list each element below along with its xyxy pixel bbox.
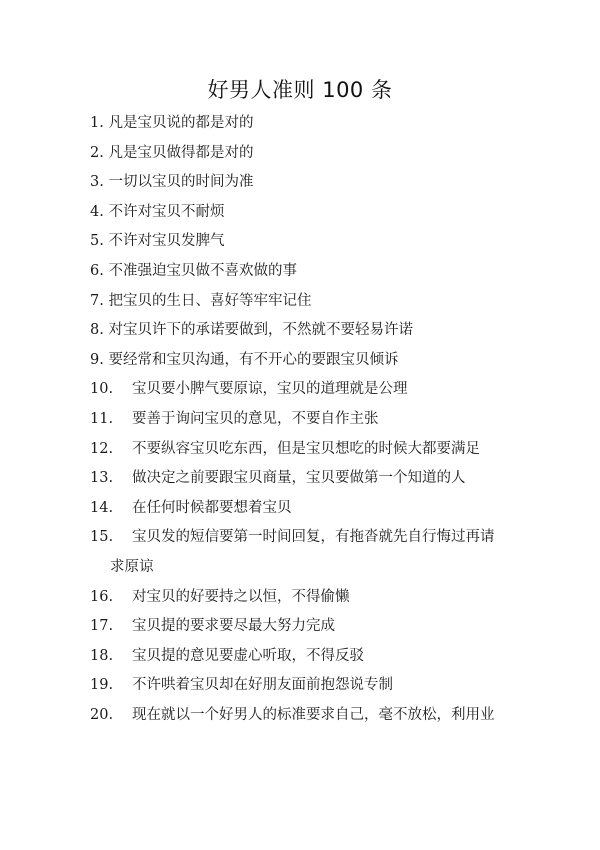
item-text: 不要纵容宝贝吃东西，但是宝贝想吃的时候大都要满足 (132, 440, 480, 457)
item-number: 7. (90, 292, 104, 309)
list-item (90, 405, 530, 435)
rules-list (90, 109, 530, 730)
document-title: 好男人准则 100 条 (207, 78, 393, 102)
item-text: 要善于询问宝贝的意见，不要自作主张 (132, 410, 379, 427)
list-item (90, 198, 530, 228)
item-number: 11. (90, 410, 114, 427)
item-text: 宝贝提的意见要虚心听取，不得反驳 (132, 647, 364, 664)
item-text: 凡是宝贝做得都是对的 (108, 144, 254, 161)
item-text: 不准强迫宝贝做不喜欢做的事 (108, 262, 297, 279)
list-item (90, 346, 530, 376)
list-item (90, 257, 530, 287)
item-text: 宝贝发的短信要第一时间回复，有拖沓就先自行悔过再请 (132, 529, 495, 546)
item-number: 20. (90, 706, 114, 723)
item-text: 宝贝提的要求要尽最大努力完成 (132, 618, 335, 635)
list-item (90, 168, 530, 198)
item-number: 10. (90, 381, 114, 398)
item-text: 不许对宝贝不耐烦 (108, 203, 225, 220)
item-text: 不许对宝贝发脾气 (108, 233, 225, 250)
item-number: 17. (90, 618, 114, 635)
item-text-continuation: 求原谅 (110, 558, 154, 575)
item-number: 1. (90, 115, 104, 131)
item-number: 18. (90, 647, 114, 664)
item-number: 4. (90, 203, 104, 220)
item-number: 12. (90, 440, 114, 457)
list-item (90, 316, 530, 346)
item-text: 凡是宝贝说的都是对的 (108, 115, 254, 131)
list-item (90, 642, 530, 672)
item-number: 5. (90, 233, 104, 250)
item-number: 9. (90, 351, 104, 368)
item-text: 做决定之前要跟宝贝商量，宝贝要做第一个知道的人 (132, 470, 466, 487)
list-item (90, 227, 530, 257)
item-text: 现在就以一个好男人的标准要求自己，毫不放松，利用业 (132, 706, 495, 723)
list-item (90, 494, 530, 524)
list-item (90, 701, 530, 731)
list-item (90, 464, 530, 494)
item-number: 13. (90, 470, 114, 487)
list-item (90, 287, 530, 317)
item-text: 把宝贝的生日、喜好等牢牢记住 (108, 292, 312, 309)
list-item (90, 139, 530, 169)
item-text: 在任何时候都要想着宝贝 (132, 499, 292, 516)
list-item (90, 671, 530, 701)
list-item (90, 523, 530, 582)
item-number: 3. (90, 174, 104, 191)
list-item (90, 375, 530, 405)
item-number: 8. (90, 322, 104, 339)
list-item (90, 435, 530, 465)
item-text: 对宝贝许下的承诺要做到，不然就不要轻易许诺 (108, 322, 413, 339)
list-item (90, 612, 530, 642)
item-number: 2. (90, 144, 104, 161)
item-number: 15. (90, 529, 114, 546)
item-number: 19. (90, 677, 114, 694)
item-text: 不许哄着宝贝却在好朋友面前抱怨说专制 (132, 677, 393, 694)
item-text: 宝贝要小脾气要原谅，宝贝的道理就是公理 (132, 381, 408, 398)
item-number: 6. (90, 262, 104, 279)
item-text: 要经常和宝贝沟通，有不开心的要跟宝贝倾诉 (108, 351, 399, 368)
item-number: 16. (90, 588, 114, 605)
item-number: 14. (90, 499, 114, 516)
item-text: 对宝贝的好要持之以恒，不得偷懒 (132, 588, 350, 605)
item-text: 一切以宝贝的时间为准 (108, 174, 254, 191)
list-item (90, 583, 530, 613)
list-item (90, 109, 530, 139)
